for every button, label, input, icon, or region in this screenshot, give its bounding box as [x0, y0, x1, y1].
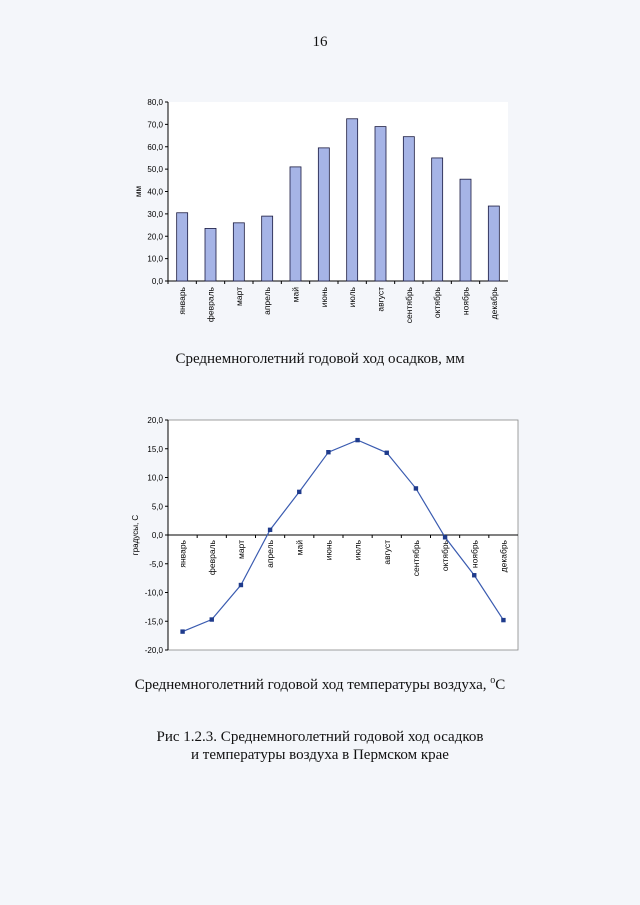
y-tick-label: 20,0: [147, 232, 163, 242]
y-tick-label: -5,0: [149, 559, 163, 569]
point-март: [239, 583, 243, 587]
point-июль: [355, 438, 359, 442]
x-tick-label: октябрь: [440, 540, 451, 572]
temperature-chart-caption: [0, 675, 640, 694]
y-axis-label: мм: [134, 186, 143, 197]
y-tick-label: 10,0: [147, 473, 163, 483]
x-tick-label: июль: [352, 540, 363, 561]
point-ноябрь: [472, 573, 476, 577]
x-tick-label: март: [233, 287, 244, 307]
point-июнь: [326, 450, 330, 454]
x-tick-label: июнь: [323, 540, 334, 561]
y-tick-label: 30,0: [147, 209, 163, 219]
point-апрель: [268, 528, 272, 532]
bar-июль: [347, 119, 358, 281]
page-number: 16: [312, 34, 328, 50]
x-tick-label: октябрь: [432, 287, 443, 319]
y-tick-label: 5,0: [151, 502, 163, 512]
x-tick-label: май: [290, 287, 301, 303]
precipitation-chart: [118, 92, 528, 330]
plot-area: [168, 102, 508, 281]
y-tick-label: 15,0: [147, 444, 163, 454]
x-tick-label: апрель: [262, 287, 273, 315]
point-май: [297, 490, 301, 494]
x-tick-label: январь: [177, 287, 188, 315]
x-tick-label: май: [294, 540, 305, 556]
y-tick-label: 70,0: [147, 120, 163, 130]
temperature-caption-unit: C: [495, 677, 506, 693]
y-tick-label: 0,0: [151, 277, 163, 286]
bar-август: [375, 127, 386, 281]
point-октябрь: [443, 535, 447, 539]
y-tick-label: -10,0: [144, 588, 163, 598]
bar-май: [290, 167, 301, 281]
x-tick-label: сентябрь: [403, 287, 414, 324]
x-tick-label: сентябрь: [410, 540, 421, 577]
x-tick-label: март: [235, 540, 246, 560]
y-tick-label: 50,0: [147, 165, 163, 175]
y-tick-label: 60,0: [147, 142, 163, 152]
y-tick-label: -15,0: [144, 617, 163, 627]
precipitation-chart-svg: [118, 92, 528, 330]
figure-caption: [0, 728, 640, 764]
x-tick-label: февраль: [206, 540, 217, 576]
x-tick-label: август: [375, 287, 386, 312]
figure-caption-line-1: Рис 1.2.3. Среднемноголетний годовой ход осадков: [156, 729, 484, 745]
bar-сентябрь: [403, 137, 414, 281]
y-tick-label: 20,0: [147, 416, 163, 425]
bar-февраль: [205, 228, 216, 281]
temperature-chart: [118, 410, 528, 660]
x-tick-label: ноябрь: [460, 287, 471, 316]
point-декабрь: [501, 618, 505, 622]
bar-декабрь: [488, 206, 499, 281]
x-tick-label: декабрь: [498, 540, 509, 573]
x-tick-label: декабрь: [488, 287, 499, 320]
y-tick-label: 10,0: [147, 254, 163, 264]
bar-январь: [177, 213, 188, 281]
x-tick-label: июнь: [318, 287, 329, 308]
bar-октябрь: [432, 158, 443, 281]
x-tick-label: апрель: [265, 540, 276, 568]
x-tick-label: июль: [347, 287, 358, 308]
x-tick-label: январь: [177, 540, 188, 568]
x-tick-label: ноябрь: [469, 540, 480, 569]
precipitation-chart-caption: Среднемноголетний годовой ход осадков, мм: [175, 351, 465, 367]
bar-март: [233, 223, 244, 281]
point-август: [385, 451, 389, 455]
point-февраль: [210, 617, 214, 621]
figure-caption-line-2: и температуры воздуха в Пермском крае: [191, 747, 449, 763]
bar-ноябрь: [460, 179, 471, 281]
y-tick-label: -20,0: [144, 646, 163, 655]
y-tick-label: 0,0: [151, 531, 163, 540]
temperature-caption-degree: o: [490, 675, 496, 686]
temperature-chart-svg: [118, 410, 528, 660]
point-январь: [180, 629, 184, 633]
y-axis-label: градусы, С: [131, 514, 140, 556]
y-tick-label: 80,0: [147, 98, 163, 107]
y-tick-label: 40,0: [147, 187, 163, 197]
x-tick-label: февраль: [205, 287, 216, 323]
temperature-caption-text: Среднемноголетний годовой ход температуры воздуха,: [134, 677, 491, 693]
bar-апрель: [262, 216, 273, 281]
x-tick-label: август: [381, 540, 392, 565]
point-сентябрь: [414, 486, 418, 490]
bar-июнь: [318, 148, 329, 281]
